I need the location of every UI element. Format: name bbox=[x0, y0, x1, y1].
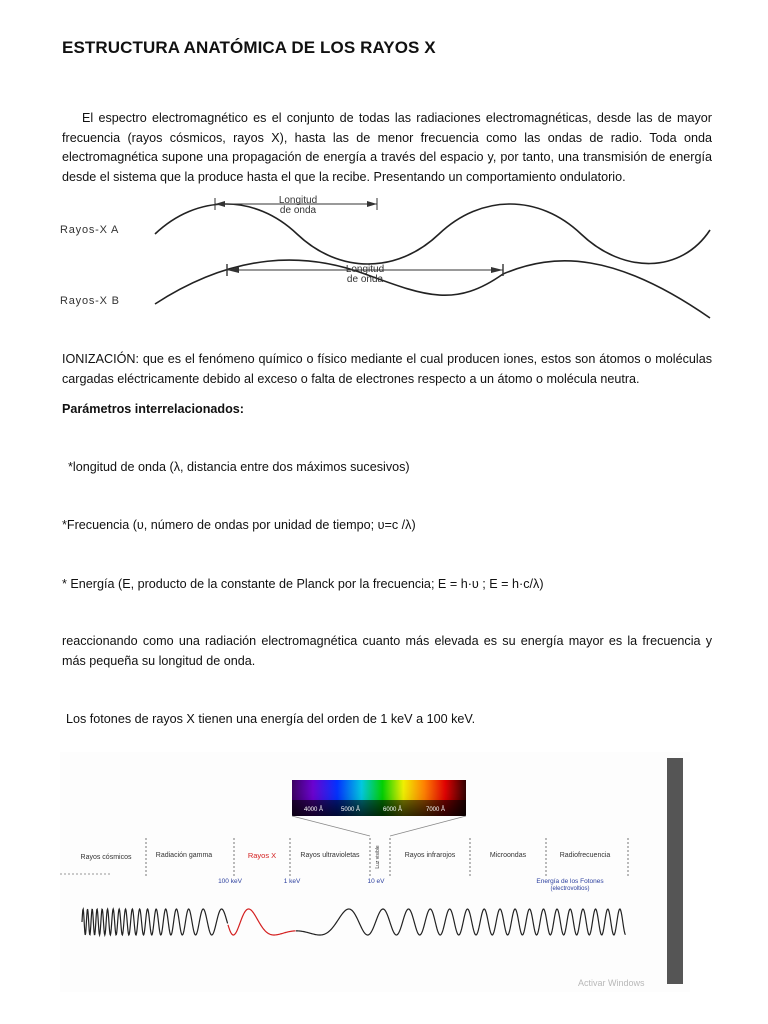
region-microondas: Microondas bbox=[489, 852, 527, 859]
energy-caption-line2: (electrovoltios) bbox=[550, 886, 590, 892]
wave-b-longitud-line2: de onda bbox=[346, 274, 384, 285]
wave-a-longitud-line2: de onda bbox=[279, 205, 317, 216]
wave-b-longitud-line1: Longitud bbox=[345, 264, 385, 275]
intro-paragraph: El espectro electromagnético es el conjunto de todas las radiaciones electromagnéticas, desde las de mayor frecuencia (rayos cósmicos, rayos X), hasta las de menor frecuencia como las ondas de radio. Toda onda electromagnética supone una propagación de energía a través del espacio y, por tanto, una transmisión de energía desde el sistema que la produce hasta el que la recibe. Presentando un comportamiento ondulatorio. bbox=[62, 111, 712, 184]
param-longitud: *longitud de onda (λ, distancia entre dos máximos sucesivos) bbox=[68, 460, 410, 474]
visible-tick-7000: 7000 Å bbox=[426, 807, 446, 813]
visible-tick-5000: 5000 Å bbox=[341, 807, 361, 813]
energy-tick-1kev: 1 keV bbox=[283, 878, 301, 885]
region-rayos-ultravioletas: Rayos ultravioletas bbox=[300, 852, 360, 859]
wave-a-longitud-line1: Longitud bbox=[278, 195, 318, 206]
wave-a-label: Rayos-X A bbox=[60, 224, 120, 236]
activation-watermark: Activar Windows bbox=[578, 978, 645, 988]
wavelength-figure bbox=[55, 192, 720, 322]
region-radiofrecuencia: Radiofrecuencia bbox=[559, 852, 611, 859]
visible-tick-6000: 6000 Å bbox=[383, 807, 403, 813]
region-rayos-x: Rayos X bbox=[247, 851, 277, 860]
visible-tick-4000: 4000 Å bbox=[304, 807, 324, 813]
param-energia: * Energía (E, producto de la constante de Planck por la frecuencia; E = h·υ ; E = h·c/λ) bbox=[62, 577, 544, 591]
energy-caption-line1: Energía de los Fotones bbox=[536, 878, 604, 885]
right-side-bar bbox=[667, 758, 683, 984]
ionizacion-paragraph: IONIZACIÓN: que es el fenómeno químico o físico mediante el cual producen iones, estos son átomos o moléculas cargadas eléctricamente debido al exceso o falta de electrones respecto a un átomo o molécula neutra. bbox=[62, 352, 712, 386]
reaccionando-paragraph: reaccionando como una radiación electromagnética cuanto más elevada es su energía mayor es la frecuencia y más pequeña su longitud de onda. bbox=[62, 634, 712, 668]
region-radiacion-gamma: Radiación gamma bbox=[155, 852, 213, 859]
energy-tick-10ev: 10 eV bbox=[367, 878, 385, 885]
wave-a bbox=[155, 204, 710, 264]
wave-b-label: Rayos-X B bbox=[60, 295, 120, 307]
param-frecuencia: *Frecuencia (υ, número de ondas por unidad de tiempo; υ=c /λ) bbox=[62, 518, 416, 532]
region-rayos-infrarojos: Rayos infrarojos bbox=[404, 852, 456, 859]
parametros-heading: Parámetros interrelacionados: bbox=[62, 402, 244, 416]
region-luz-visible: Luz visible bbox=[375, 845, 381, 869]
fotones-paragraph: Los fotones de rayos X tienen una energía del orden de 1 keV a 100 keV. bbox=[66, 712, 476, 726]
spectrum-figure bbox=[60, 752, 690, 992]
document-title: ESTRUCTURA ANATÓMICA DE LOS RAYOS X bbox=[62, 38, 436, 57]
energy-tick-100kev: 100 keV bbox=[218, 878, 242, 885]
region-rayos-cosmicos: Rayos cósmicos bbox=[80, 854, 132, 861]
